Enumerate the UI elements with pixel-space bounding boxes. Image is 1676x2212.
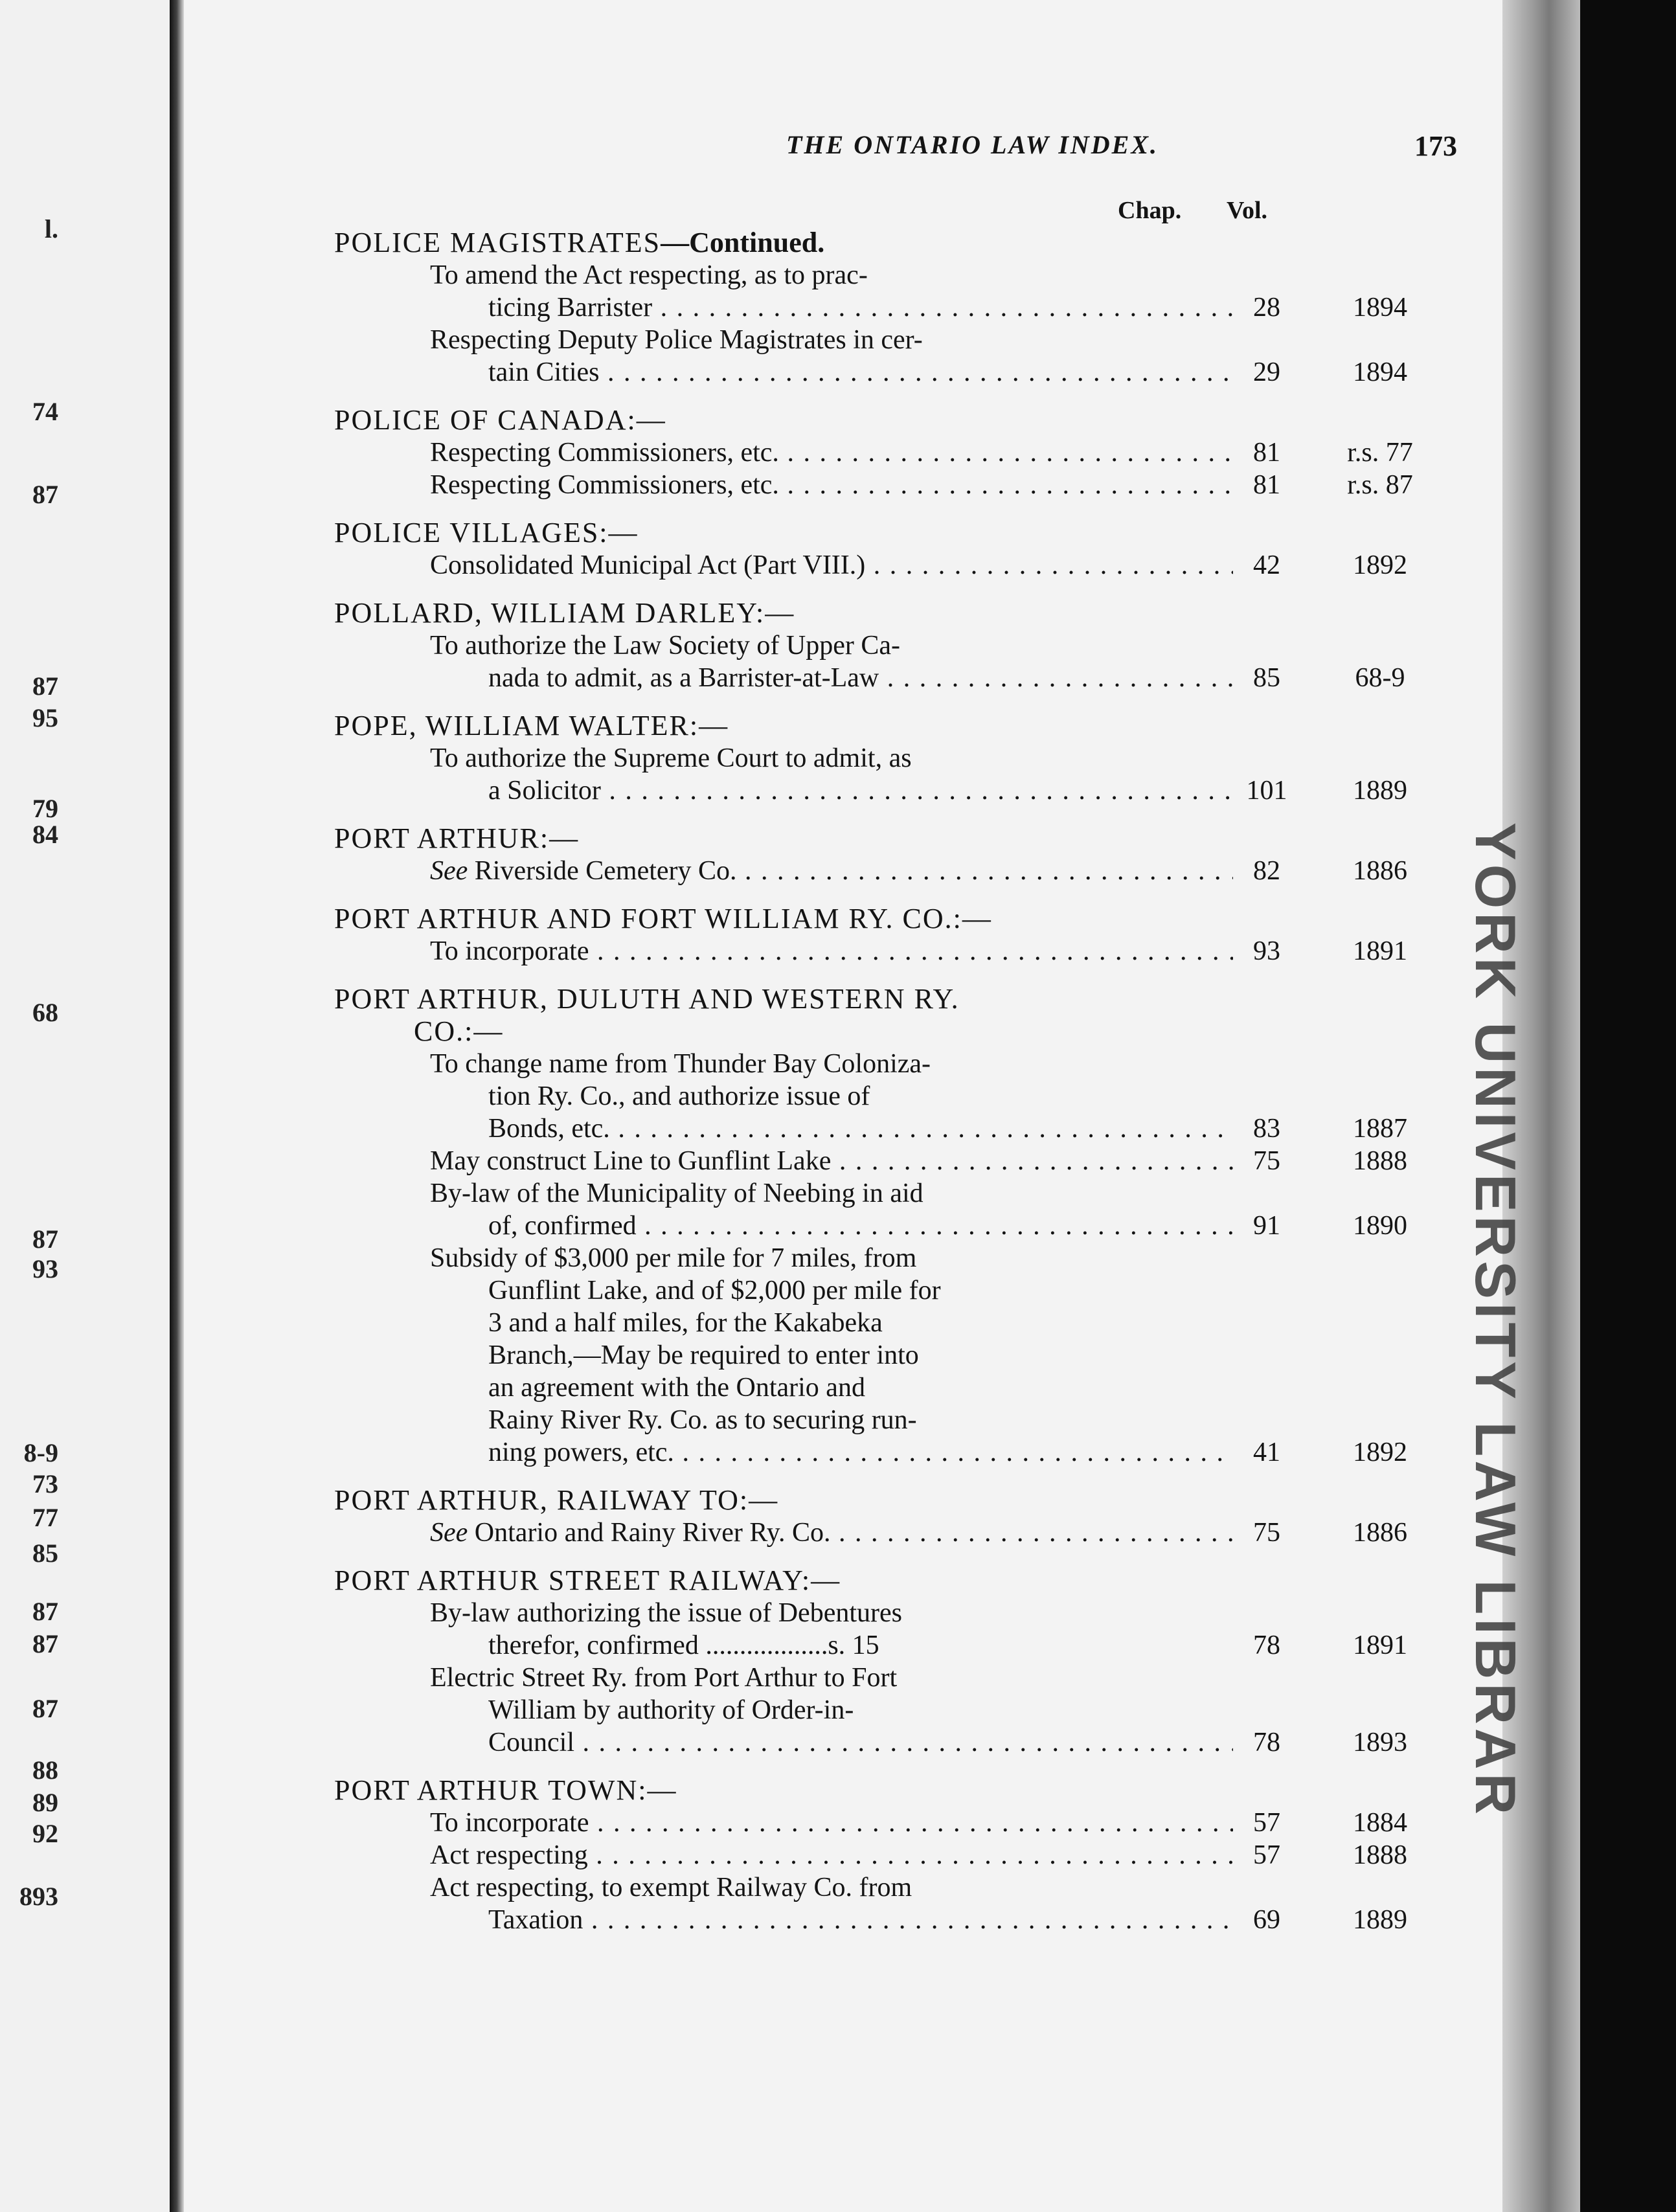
volume-year: 1886 [1353,1518,1407,1548]
left-page-fragment: 77 [32,1503,58,1532]
volume-year: 1888 [1353,1840,1407,1870]
see-reference: See [430,856,468,886]
index-page [184,0,1502,2212]
item-text-line: Subsidy of $3,000 per mile for 7 miles, from [430,1243,917,1273]
left-page-fragment: l. [44,214,58,243]
entry-heading: POLICE OF CANADA:— [334,404,666,436]
left-page-fragment: 88 [32,1755,58,1785]
left-page-fragment: 84 [32,820,58,849]
volume-year: 1889 [1353,1905,1407,1935]
left-page-fragment: 68 [32,998,58,1027]
item-text-line: Consolidated Municipal Act (Part VIII.) . . . [430,549,1233,581]
index-item [184,742,1502,807]
chapter-number: 85 [1253,663,1280,693]
index-entry [184,710,1502,822]
volume-year: r.s. 87 [1347,470,1413,500]
left-page-fragment: 87 [32,1694,58,1723]
item-text-line: To change name from Thunder Bay Coloniza- [430,1049,931,1079]
index-item [184,855,1502,887]
item-text-line: Respecting Commissioners, etc. . . . [430,436,1233,469]
volume-year: 1894 [1353,357,1407,387]
chap-column-header: Chap. [1118,197,1182,224]
item-text-line: To incorporate . . . [430,935,1233,967]
volume-year: 1891 [1353,1631,1407,1660]
entry-heading: POLICE MAGISTRATES—Continued. [334,227,825,258]
volume-year: 68-9 [1355,663,1405,693]
volume-year: 1887 [1353,1114,1407,1144]
index-item [184,436,1502,469]
page-number: 173 [1414,130,1457,162]
item-text-line: To amend the Act respecting, as to prac- [430,260,868,290]
volume-year: 1889 [1353,776,1407,806]
index-item [184,259,1502,324]
index-item [184,1145,1502,1177]
index-entry [184,597,1502,710]
chapter-number: 57 [1253,1840,1280,1870]
chapter-number: 42 [1253,550,1280,580]
index-item [184,1871,1502,1936]
chapter-number: 82 [1253,856,1280,886]
item-text-line: 3 and a half miles, for the Kakabeka [488,1308,883,1338]
chapter-number: 69 [1253,1905,1280,1935]
index-entry [184,404,1502,517]
chapter-number: 75 [1253,1518,1280,1548]
index-item [184,629,1502,694]
item-text-line: an agreement with the Ontario and [488,1373,865,1403]
item-text-line: Bonds, etc. . . . [488,1112,1233,1145]
running-head: THE ONTARIO LAW INDEX. [786,130,1159,159]
index-item [184,1177,1502,1242]
left-page-fragment: 8-9 [23,1438,58,1467]
index-item [184,324,1502,389]
item-text-line: ning powers, etc. . . . [488,1436,1233,1469]
index-item [184,469,1502,501]
book-gutter [170,0,184,2212]
volume-year: 1890 [1353,1211,1407,1241]
index-item [184,1597,1502,1662]
entry-heading: POLLARD, WILLIAM DARLEY:— [334,597,795,629]
entry-heading-continuation: CO.:— [414,1015,504,1047]
vol-column-header: Vol. [1227,197,1268,224]
item-text-line: To authorize the Law Society of Upper Ca- [430,631,900,660]
entry-heading: POPE, WILLIAM WALTER:— [334,710,729,741]
entry-heading: PORT ARTHUR AND FORT WILLIAM RY. CO.:— [334,903,992,934]
index-entry [184,822,1502,903]
index-item [184,1048,1502,1145]
index-entry [184,983,1502,1484]
chapter-number: 81 [1253,438,1280,468]
item-text-line: See Ontario and Rainy River Ry. Co. . . . [430,1517,1233,1549]
entry-heading: PORT ARTHUR TOWN:— [334,1774,677,1806]
item-text-line: William by authority of Order-in- [488,1695,854,1725]
item-text-line: therefor, confirmed ..................s. 15 [488,1631,879,1660]
volume-year: 1894 [1353,293,1407,322]
item-text-line: Act respecting, to exempt Railway Co. from [430,1873,912,1902]
volume-year: 1888 [1353,1146,1407,1176]
item-text-line: ticing Barrister . . . [488,291,1233,324]
item-text-line: Electric Street Ry. from Port Arthur to Fort [430,1663,898,1693]
item-text-line: To authorize the Supreme Court to admit, as [430,743,912,773]
entry-heading: POLICE VILLAGES:— [334,517,639,548]
item-text-line: tion Ry. Co., and authorize issue of [488,1081,870,1111]
page-shadow [1580,0,1676,2212]
index-item [184,1839,1502,1871]
chapter-number: 83 [1253,1114,1280,1144]
volume-year: 1886 [1353,856,1407,886]
item-text-line: May construct Line to Gunflint Lake . . . [430,1145,1233,1177]
chapter-number: 93 [1253,936,1280,966]
left-page-fragment: 87 [32,1629,58,1658]
chapter-number: 28 [1253,293,1280,322]
index-item [184,1662,1502,1759]
index-entries [184,227,1502,1952]
item-text-line: To incorporate . . . [430,1807,1233,1839]
index-entry [184,1774,1502,1952]
see-reference: See [430,1518,468,1548]
item-text-line: tain Cities . . . [488,356,1233,389]
item-text-line: Respecting Commissioners, etc. . . . [430,469,1233,501]
left-facing-page [0,0,174,2212]
left-page-fragment: 73 [32,1469,58,1498]
volume-year: 1891 [1353,936,1407,966]
item-text-line: Act respecting . . . [430,1839,1233,1871]
left-page-fragment: 87 [32,480,58,509]
item-text-line: Taxation . . . [488,1904,1233,1936]
index-entry [184,227,1502,404]
left-page-fragment: 79 [32,794,58,823]
item-text-line: a Solicitor . . . [488,774,1233,807]
volume-year: 1892 [1353,550,1407,580]
chapter-number: 101 [1246,776,1287,806]
chapter-number: 57 [1253,1808,1280,1838]
heading-continued: —Continued. [661,227,825,258]
item-text-line: Branch,—May be required to enter into [488,1340,919,1370]
index-entry [184,517,1502,597]
left-page-fragment: 893 [19,1882,58,1911]
left-page-fragment: 87 [32,672,58,701]
index-entry [184,903,1502,983]
volume-year: r.s. 77 [1347,438,1413,468]
left-page-fragment: 92 [32,1819,58,1848]
left-page-fragment: 93 [32,1254,58,1283]
volume-year: 1884 [1353,1808,1407,1838]
left-page-fragment: 85 [32,1539,58,1568]
entry-heading: PORT ARTHUR STREET RAILWAY:— [334,1564,841,1596]
item-text-line: nada to admit, as a Barrister-at-Law . . . [488,662,1233,694]
left-page-fragment: 95 [32,703,58,732]
chapter-number: 81 [1253,470,1280,500]
chapter-number: 91 [1253,1211,1280,1241]
left-page-fragment: 74 [32,397,58,426]
item-text-line: Rainy River Ry. Co. as to securing run- [488,1405,917,1435]
item-text-line: Gunflint Lake, and of $2,000 per mile for [488,1276,941,1305]
entry-heading: PORT ARTHUR, RAILWAY TO:— [334,1484,779,1516]
index-item [184,1807,1502,1839]
item-text-line: of, confirmed . . . [488,1210,1233,1242]
index-item [184,549,1502,581]
chapter-number: 29 [1253,357,1280,387]
index-item [184,935,1502,967]
chapter-number: 78 [1253,1631,1280,1660]
entry-heading: PORT ARTHUR:— [334,822,580,854]
library-stamp: YORK UNIVERSITY LAW LIBRAR [1464,822,1528,1819]
item-text-line: By-law authorizing the issue of Debentures [430,1598,902,1628]
volume-year: 1892 [1353,1438,1407,1467]
left-page-fragment: 87 [32,1597,58,1626]
left-page-fragment: 89 [32,1788,58,1817]
chapter-number: 75 [1253,1146,1280,1176]
item-text-line: Council . . . [488,1726,1233,1759]
left-page-fragment: 87 [32,1224,58,1254]
item-text-line: See Riverside Cemetery Co. . . . [430,855,1233,887]
item-text-line: By-law of the Municipality of Neebing in aid [430,1179,923,1208]
chapter-number: 41 [1253,1438,1280,1467]
entry-heading: PORT ARTHUR, DULUTH AND WESTERN RY. [334,983,960,1015]
index-entry [184,1484,1502,1564]
index-entry [184,1564,1502,1774]
chapter-number: 78 [1253,1728,1280,1757]
volume-year: 1893 [1353,1728,1407,1757]
index-item [184,1242,1502,1469]
index-item [184,1517,1502,1549]
item-text-line: Respecting Deputy Police Magistrates in cer- [430,325,923,355]
